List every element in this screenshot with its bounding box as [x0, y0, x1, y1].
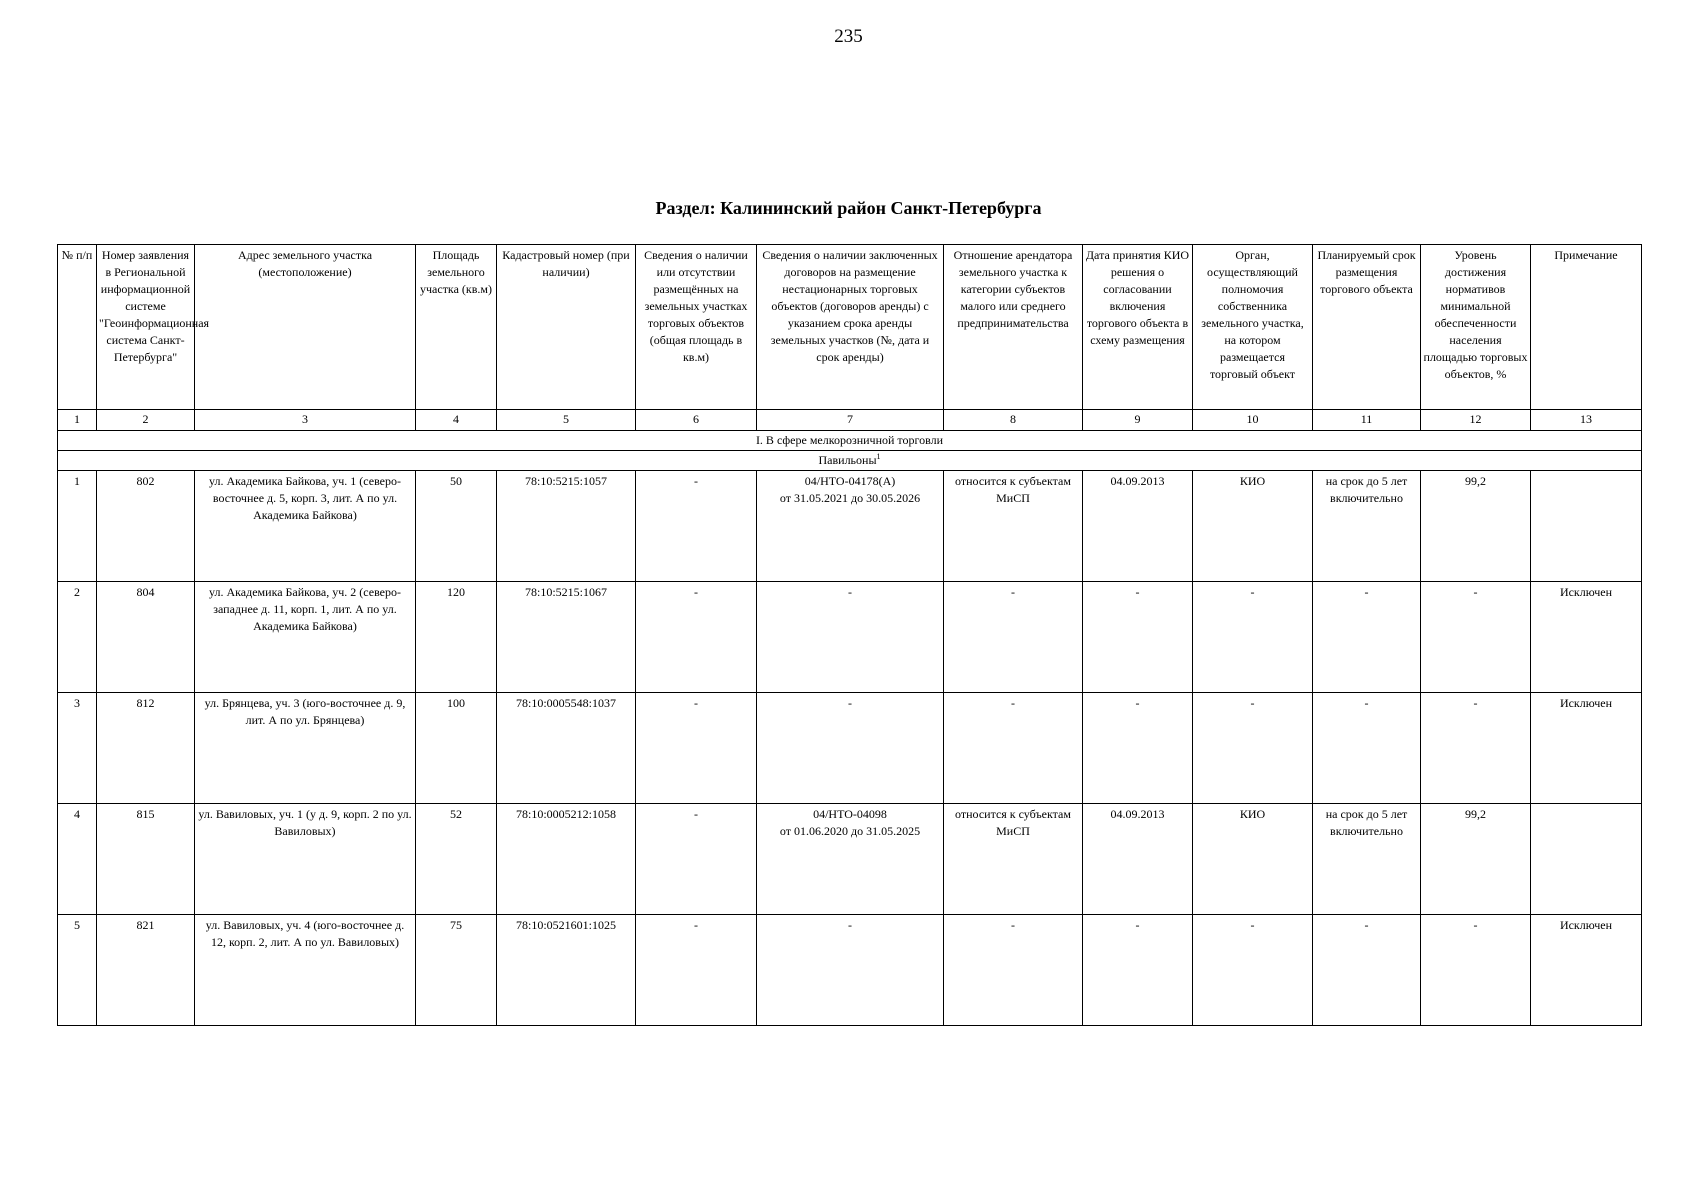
- authority-cell: -: [1193, 582, 1313, 693]
- table-row: [58, 693, 1642, 804]
- column-header: Номер заявления в Региональной информационной системе "Геоинформационная система Санкт-Петербурга": [97, 245, 195, 410]
- subgroup-heading: Павильоны: [818, 453, 877, 467]
- address-cell: ул. Вавиловых, уч. 4 (юго-восточнее д. 12, корп. 2, лит. А по ул. Вавиловых): [195, 915, 416, 1026]
- group-heading-row: [58, 431, 1642, 451]
- authority-cell: КИО: [1193, 471, 1313, 582]
- existing-objects-cell: -: [636, 804, 757, 915]
- cadastral-cell: 78:10:0521601:1025: [497, 915, 636, 1026]
- column-number: 7: [757, 410, 944, 431]
- contract-cell: [757, 582, 944, 693]
- term-cell: -: [1313, 582, 1421, 693]
- column-header: Адрес земельного участка (местоположение): [195, 245, 416, 410]
- subgroup-footnote-mark: 1: [876, 452, 881, 461]
- cadastral-cell: 78:10:0005548:1037: [497, 693, 636, 804]
- existing-objects-cell: -: [636, 582, 757, 693]
- application-number: 815: [97, 804, 195, 915]
- contract-number: -: [848, 585, 852, 599]
- address-cell: ул. Брянцева, уч. 3 (юго-восточнее д. 9, лит. А по ул. Брянцева): [195, 693, 416, 804]
- address-cell: ул. Академика Байкова, уч. 1 (северо-восточнее д. 5, корп. 3, лит. А по ул. Академика Байкова): [195, 471, 416, 582]
- column-number: 10: [1193, 410, 1313, 431]
- address-cell: ул. Академика Байкова, уч. 2 (северо-западнее д. 11, корп. 1, лит. А по ул. Академика Байкова): [195, 582, 416, 693]
- row-number: 4: [58, 804, 97, 915]
- column-number: 1: [58, 410, 97, 431]
- application-number: 802: [97, 471, 195, 582]
- column-header: Планируемый срок размещения торгового объекта: [1313, 245, 1421, 410]
- table-row: [58, 804, 1642, 915]
- area-cell: 120: [416, 582, 497, 693]
- column-header: Отношение арендатора земельного участка к категории субъектов малого или среднего предпринимательства: [944, 245, 1083, 410]
- column-header: Уровень достижения нормативов минимальной обеспеченности населения площадью торговых объектов, %: [1421, 245, 1531, 410]
- table-row: [58, 582, 1642, 693]
- decision-date-cell: 04.09.2013: [1083, 804, 1193, 915]
- authority-cell: -: [1193, 915, 1313, 1026]
- contract-term: от 01.06.2020 до 31.05.2025: [779, 824, 921, 838]
- decision-date-cell: -: [1083, 915, 1193, 1026]
- row-number: 3: [58, 693, 97, 804]
- column-number: 8: [944, 410, 1083, 431]
- sme-cell: -: [944, 915, 1083, 1026]
- contract-term: от 31.05.2021 до 30.05.2026: [779, 491, 921, 505]
- table-row: [58, 915, 1642, 1026]
- area-cell: 100: [416, 693, 497, 804]
- section-title: Раздел: Калининский район Санкт-Петербурга: [655, 198, 1042, 218]
- column-header: Дата принятия КИО решения о согласовании включения торгового объекта в схему размещения: [1083, 245, 1193, 410]
- term-cell: на срок до 5 лет включительно: [1313, 471, 1421, 582]
- column-header: Сведения о наличии заключенных договоров на размещение нестационарных торговых объектов (договоров аренды) с указанием срока аренды земельных участков (№, дата и срок аренды): [757, 245, 944, 410]
- decision-date-cell: -: [1083, 693, 1193, 804]
- header-row: [58, 245, 1642, 410]
- column-header: Примечание: [1531, 245, 1642, 410]
- sme-cell: -: [944, 693, 1083, 804]
- contract-number: -: [848, 918, 852, 932]
- column-number: 6: [636, 410, 757, 431]
- area-cell: 50: [416, 471, 497, 582]
- application-number: 812: [97, 693, 195, 804]
- contract-cell: [757, 915, 944, 1026]
- page-number: 235: [834, 26, 863, 47]
- cadastral-cell: 78:10:5215:1067: [497, 582, 636, 693]
- level-cell: -: [1421, 693, 1531, 804]
- sme-cell: относится к субъектам МиСП: [944, 471, 1083, 582]
- note-cell: [1531, 804, 1642, 915]
- decision-date-cell: -: [1083, 582, 1193, 693]
- row-number: 5: [58, 915, 97, 1026]
- column-header: Площадь земельного участка (кв.м): [416, 245, 497, 410]
- address-cell: ул. Вавиловых, уч. 1 (у д. 9, корп. 2 по ул. Вавиловых): [195, 804, 416, 915]
- column-number: 9: [1083, 410, 1193, 431]
- contract-number: 04/НТО-04178(А): [804, 474, 896, 488]
- area-cell: 52: [416, 804, 497, 915]
- column-header: Орган, осуществляющий полномочия собственника земельного участка, на котором размещается торговый объект: [1193, 245, 1313, 410]
- column-header: Сведения о наличии или отсутствии размещённых на земельных участках торговых объектов (общая площадь в кв.м): [636, 245, 757, 410]
- column-number: 11: [1313, 410, 1421, 431]
- note-cell: Исключен: [1531, 693, 1642, 804]
- row-number: 2: [58, 582, 97, 693]
- subgroup-heading-cell: [58, 451, 1642, 471]
- subgroup-heading-row: [58, 451, 1642, 471]
- sme-cell: -: [944, 582, 1083, 693]
- term-cell: -: [1313, 915, 1421, 1026]
- existing-objects-cell: -: [636, 471, 757, 582]
- column-number-row: [58, 410, 1642, 431]
- authority-cell: -: [1193, 693, 1313, 804]
- cadastral-cell: 78:10:0005212:1058: [497, 804, 636, 915]
- row-number: 1: [58, 471, 97, 582]
- column-number: 13: [1531, 410, 1642, 431]
- term-cell: на срок до 5 лет включительно: [1313, 804, 1421, 915]
- table-row: [58, 471, 1642, 582]
- application-number: 804: [97, 582, 195, 693]
- column-header: № п/п: [58, 245, 97, 410]
- area-cell: 75: [416, 915, 497, 1026]
- sme-cell: относится к субъектам МиСП: [944, 804, 1083, 915]
- note-cell: Исключен: [1531, 582, 1642, 693]
- authority-cell: КИО: [1193, 804, 1313, 915]
- contract-cell: [757, 804, 944, 915]
- column-number: 2: [97, 410, 195, 431]
- note-cell: [1531, 471, 1642, 582]
- note-cell: Исключен: [1531, 915, 1642, 1026]
- contract-cell: [757, 471, 944, 582]
- trade-objects-table: [57, 244, 1642, 1026]
- column-header: Кадастровый номер (при наличии): [497, 245, 636, 410]
- column-number: 3: [195, 410, 416, 431]
- level-cell: 99,2: [1421, 804, 1531, 915]
- cadastral-cell: 78:10:5215:1057: [497, 471, 636, 582]
- existing-objects-cell: -: [636, 693, 757, 804]
- term-cell: -: [1313, 693, 1421, 804]
- contract-number: 04/НТО-04098: [813, 807, 887, 821]
- level-cell: -: [1421, 915, 1531, 1026]
- contract-cell: [757, 693, 944, 804]
- level-cell: 99,2: [1421, 471, 1531, 582]
- application-number: 821: [97, 915, 195, 1026]
- level-cell: -: [1421, 582, 1531, 693]
- existing-objects-cell: -: [636, 915, 757, 1026]
- contract-number: -: [848, 696, 852, 710]
- column-number: 12: [1421, 410, 1531, 431]
- decision-date-cell: 04.09.2013: [1083, 471, 1193, 582]
- column-number: 4: [416, 410, 497, 431]
- group-heading: I. В сфере мелкорозничной торговли: [58, 431, 1642, 451]
- column-number: 5: [497, 410, 636, 431]
